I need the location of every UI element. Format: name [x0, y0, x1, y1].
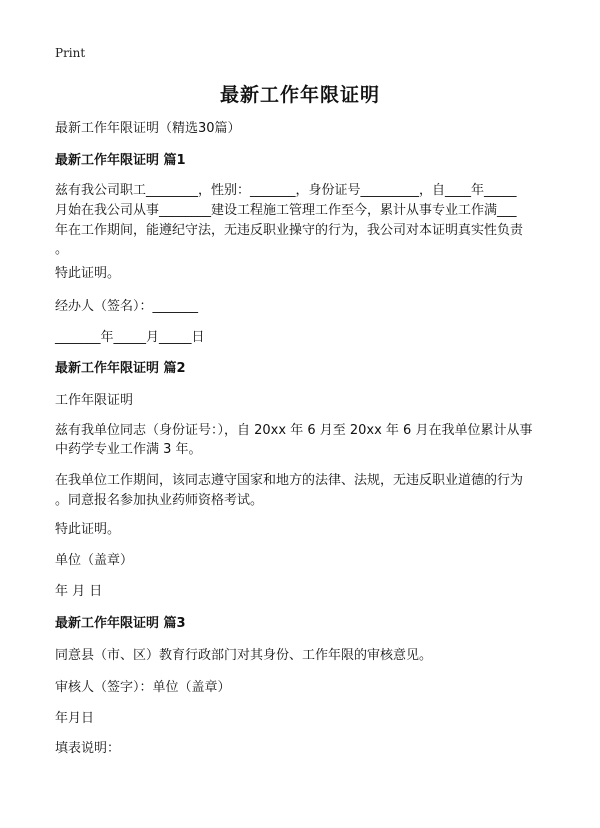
section-3-line-2: 审核人（签字）：单位（盖章） — [55, 680, 231, 695]
section-3-line-3: 年月日 — [55, 711, 95, 726]
section-2-date: 年 月 日 — [55, 584, 103, 599]
section-3-line-1: 同意县（市、区）教育行政部门对其身份、工作年限的审核意见。 — [55, 648, 433, 663]
section-2-line-3: 中药学专业工作满 3 年。 — [55, 442, 202, 457]
section-1-line-1: 兹有我公司职工________，性别：_______，身份证号_________，自____年_____ — [55, 183, 517, 198]
page-title: 最新工作年限证明 — [219, 84, 380, 106]
section-3-heading: 最新工作年限证明 篇3 — [55, 616, 186, 631]
section-1-line-2: 月始在我公司从事________建设工程施工管理工作至今，累计从事专业工作满___ — [55, 203, 517, 218]
section-1-signer: 经办人（签名）：_______ — [55, 299, 199, 314]
section-2-line-4: 在我单位工作期间，该同志遵守国家和地方的法律、法规，无违反职业道德的行为 — [55, 473, 524, 488]
section-1-closing: 特此证明。 — [55, 266, 121, 281]
section-2-seal: 单位（盖章） — [55, 553, 134, 568]
section-2-closing: 特此证明。 — [55, 522, 121, 537]
section-2-line-1: 工作年限证明 — [55, 393, 134, 408]
section-1-line-3: 年在工作期间，能遵纪守法，无违反职业操守的行为，我公司对本证明真实性负责 — [55, 223, 524, 238]
document-subtitle: 最新工作年限证明（精选30篇） — [55, 121, 241, 136]
section-1-heading: 最新工作年限证明 篇1 — [55, 153, 186, 168]
section-2-line-2: 兹有我单位同志（身份证号：），自 20xx 年 6 月至 20xx 年 6 月在我单位累计从事 — [55, 423, 533, 438]
section-1-date: _______年_____月_____日 — [55, 330, 205, 345]
print-link[interactable]: Print — [55, 46, 86, 60]
section-2-line-5: 。同意报名参加执业药师资格考试。 — [55, 493, 264, 508]
section-3-line-4: 填表说明： — [55, 741, 121, 756]
section-1-line-4: 。 — [55, 242, 69, 257]
section-2-heading: 最新工作年限证明 篇2 — [55, 361, 186, 376]
